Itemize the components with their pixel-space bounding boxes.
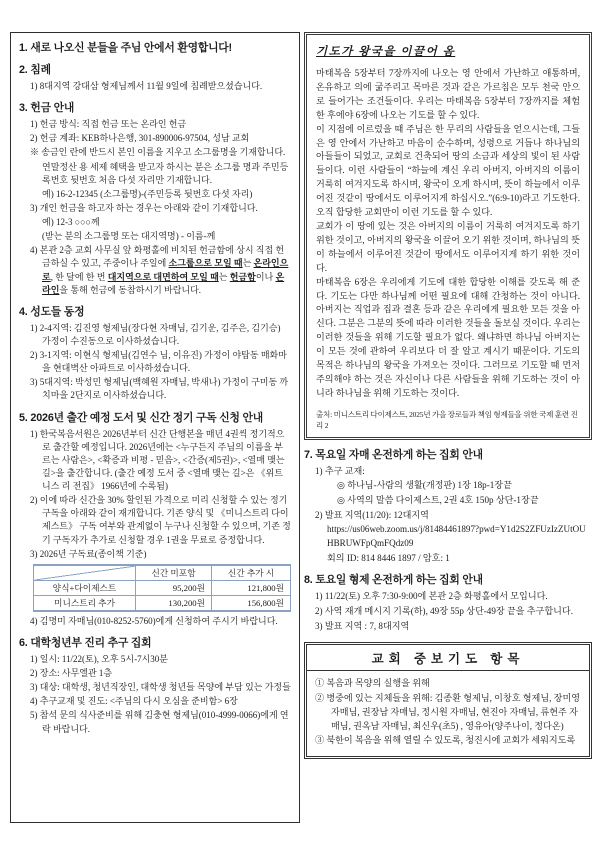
intercessory-prayer-box (304, 642, 592, 759)
price-cell: 156,800원 (212, 595, 291, 611)
article-paragraph: 마태복음 5장부터 7장까지에 나오는 영 안에서 가난하고 애통하며, 온유하고 의에 굶주리고 목마른 것과 같은 가르침은 모두 천국 안으로 들어가는 조건들이다. 우리는 마태복음 5장부터 7장까지를 체험한 후에야 6장에 나오는 기도를 할 수 있다. (316, 68, 580, 120)
list-item: 2) 3-1지역: 이현식 형제님(김연수 님, 이유진) 가정이 야탑동 매화마을 현대벽산 아파트로 이사하셨습니다. (30, 350, 287, 374)
zoom-meeting-link[interactable]: https://us06web.zoom.us/j/81484461897?pwd=Y1d2S2ZFUzIzZUtOUHBRUWFpQmFQdz09 (327, 524, 586, 548)
section-2-baptism-title: 2. 침례 (19, 64, 51, 76)
section-3-offering-title: 3. 헌금 안내 (19, 102, 75, 115)
table-row (34, 595, 291, 611)
row-label: 양식+다이제스트 (34, 580, 136, 595)
list-item: 5) 참석 문의 식사준비를 위해 김충현 형제님(010-4999-0066)에게 연락 바랍니다. (30, 710, 289, 734)
text-segment: , 한 달에 한 번 (50, 271, 108, 282)
list-item: 2) 발표 지역(11/20): 12대지역 (315, 509, 429, 520)
list-item: 2) 이에 따라 신간을 30% 할인된 가격으로 미리 신청할 수 있는 정기 구독을 아래와 같이 재개합니다. 기존 양식 및 《미니스트리 다이제스트》 구독 여부와 관계없이 누구나 신청할 수 있으며, 기존 정기 구독자가 추가로 신청할 경우 1권을 무료로 증정합니다. (30, 495, 291, 545)
list-item-material: ◎ 사역의 말씀 다이제스트, 2권 4호 150p 상단-1장끝 (337, 495, 539, 506)
text-segment: 을 통해 헌금에 동참하시기 바랍니다. (59, 284, 202, 295)
list-item: 1) 일시: 11/22(토), 오후 5시-7시30분 (30, 653, 168, 664)
list-item-material: ◎ 하나님-사람의 생활(개정판) 1장 18p-1장끝 (337, 480, 512, 491)
article-paragraph: 마태복음 6장은 우리에게 기도에 대한 합당한 이해를 갖도록 해 준다. 기도는 다만 하나님께 어떤 필요에 대해 간청하는 것이 아니다. 아버지는 직업과 집과 결혼 등과 같은 우리에게 필요한 모든 것을 아신다. 그분은 그분의 뜻에 따라 이러한 것들을 돌보실 것이다. 우리는 이러한 것들을 위해 기도할 필요가 없다. 왜냐하면 하나님 아버지는 이 모든 것에 관하여 우리보다 더 잘 알고 계시기 때문이다. 기도의 목적은 하나님의 왕국을 가져오는 것이다. 그러므로 기도할 때 먼저 주의해야 하는 것은 자신이나 다른 사람들을 위해 기도하는 것이 아니라 하나님을 위해 기도하는 것이다. (316, 276, 580, 398)
article-body (316, 67, 580, 401)
devotional-article-box (304, 32, 592, 440)
list-item: 1) 추구 교재: (315, 465, 365, 476)
table-row (34, 580, 291, 595)
list-item-example: 예) 12-3 ○○○께 (42, 217, 100, 227)
price-cell: 95,200원 (136, 580, 212, 595)
column-header: 신간 추가 시 (212, 565, 291, 581)
list-item: 3) 개인 헌금을 하고자 하는 경우는 아래와 같이 기재합니다. (30, 202, 258, 213)
section-1-welcome-title: 1. 새로 나오신 분들을 주님 안에서 환영합니다! (19, 42, 232, 54)
list-item: 2) 사역 재개 메시지 기록(하), 49장 55p 상단-49장 끝을 추구합니다. (315, 605, 573, 616)
text-segment: 4) 본관 2층 교회 사무실 앞 화평홀에 비치된 헌금함에 상시 직접 헌금하실 수 있고, 주중이나 주일에 (30, 245, 285, 269)
list-item: 3) 발표 지역 : 7, 8대지역 (315, 620, 410, 631)
list-item: 1) 2-4지역: 김진영 형제님(장다현 자매님, 김기운, 김주은, 김기승) 가정이 수진동으로 이사하셨습니다. (30, 322, 281, 346)
prayer-box-title: 교회 중보기도 항목 (307, 645, 589, 671)
list-item: 4) 김명미 자매님(010-8252-5760)에게 신청하여 주시기 바랍니다. (30, 615, 278, 626)
section-6-youth-meeting-title: 6. 대학청년부 진리 추구 집회 (19, 636, 152, 649)
list-item-example: (받는 분의 소그룹명 또는 대지역명) - 이름-께 (42, 231, 216, 242)
text-segment: 이나 (255, 271, 276, 282)
list-item: 2) 장소: 사무엘관 1층 (30, 668, 113, 678)
prayer-item: ② 병중에 있는 지체들을 위해: 김종환 형제님, 이창호 형제님, 장미영 자매님, 권장남 자매님, 정시원 자매님, 현진아 자매님, 류현주 자매님, 권옥남 자매님, 최신우(초5) , 영유아(양주나이, 정다온) (315, 692, 581, 731)
list-item: 3) 대상: 대학생, 청년직장인, 대학생 청년들 목양에 부담 있는 가정들 (30, 682, 291, 693)
diagonal-header-cell (34, 565, 136, 581)
section-7-thursday-meeting-title: 7. 목요일 자매 온전하게 하는 집회 안내 (304, 448, 483, 461)
column-header: 신간 미포함 (136, 565, 212, 581)
emphasis-online-2: 온라인 (42, 271, 285, 295)
text-segment: 는 (242, 258, 254, 269)
right-column (304, 32, 592, 759)
text-segment: 는 (218, 271, 230, 282)
list-item: 4) 추구교재 및 진도: <주님의 다시 오심을 준비함> 6장 (30, 696, 238, 707)
list-item: 1) 11/22(토) 오후 7:30-9:00에 본관 2층 화평홀에서 모입니다. (315, 591, 548, 602)
section-4-saints-news-title: 4. 성도들 동정 (19, 305, 85, 318)
emphasis-district-meeting: 대지역으로 대면하여 모일 때 (107, 271, 219, 282)
announcements-panel (10, 32, 300, 823)
emphasis-offering-box: 헌금함 (229, 271, 256, 282)
meeting-id-and-password: 회의 ID: 814 8446 1897 / 암호: 1 (327, 552, 450, 563)
list-item-offering-methods (19, 244, 291, 297)
emphasis-small-group: 소그룹으로 모일 때 (168, 258, 243, 269)
list-item: 3) 2026년 구독료(종이책 기준) (30, 548, 147, 559)
list-item-note: ※ 송금인 란에 반드시 본인 이름을 지우고 소그룹명을 기재합니다. (30, 147, 286, 158)
table-header-row (34, 565, 291, 581)
price-cell: 130,200원 (136, 595, 212, 611)
list-item-example: 예) 16-2-12345 (소그룹명)-(주민등록 뒷번호 다섯 자리) (42, 188, 253, 199)
article-source: 출처: 미니스트리 다이제스트, 2025년 가을 장로들과 책임 형제들을 위한 국제 훈련 진리 2 (316, 409, 578, 430)
list-item: 3) 5대지역: 박성민 형제님(백혜원 자매님, 박새나) 가정이 구미동 까치마을 2단지로 이사하셨습니다. (30, 377, 289, 401)
prayer-item-list (307, 671, 589, 756)
row-label: 미니스트리 추가 (34, 595, 136, 611)
section-8-saturday-meeting-title: 8. 토요일 형제 온전하게 하는 집회 안내 (304, 574, 483, 587)
emphasis-online: 온라인으로 (42, 258, 289, 282)
list-item: 2) 헌금 계좌: KEB하나은행, 301-890006-97504, 성남 교회 (30, 133, 250, 144)
list-item: 1) 8대지역 강대삼 형제님께서 11월 9일에 침례받으셨습니다. (30, 81, 263, 91)
article-title: 기도가 왕국을 이끌어 옴 (316, 46, 456, 58)
price-cell: 121,800원 (212, 580, 291, 595)
prayer-item: ③ 북한이 복음을 위해 열릴 수 있도록, 청진시에 교회가 세워지도록 (315, 735, 576, 746)
prayer-item: ① 복음과 목양의 실행을 위해 (315, 678, 430, 689)
list-item-continuation: 연말정산 용 세제 혜택을 받고자 하시는 분은 소그룹 명과 주민등록번호 뒷번호 처음 다섯 자리만 기재합니다. (42, 161, 289, 185)
subscription-price-table (33, 564, 291, 612)
article-paragraph: 교회가 이 땅에 있는 것은 아버지의 이름이 거룩히 여겨지도록 하기 위한 것이고, 아버지의 왕국을 이끌어 오기 위한 것이며, 하나님의 뜻이 하늘에서 이루어진 것같이 땅에서도 이루어지게 하기 위한 것이다. (316, 220, 580, 273)
list-item: 1) 헌금 방식: 직접 헌금 또는 온라인 헌금 (30, 119, 187, 130)
section-5-subscription-title: 5. 2026년 출간 예정 도서 및 신간 정기 구독 신청 안내 (19, 411, 263, 424)
list-item: 1) 한국복음서원은 2026년부터 신간 단행본을 매년 4권씩 정기적으로 출간할 예정입니다. 2026년에는 <누구든지 주님의 이름을 부르는 사람은>, <확증과 비평 - 믿음>, <간증(제5권)>, <열매 맺는 길>을 출간합니다. (출간 예정 도서 중 <열매 맺는 길>은 《위트니스 리 전집》 1966년에 수록됨) (30, 428, 285, 491)
article-paragraph: 이 지점에 이르렀을 때 주님은 한 무리의 사람들을 얻으시는데, 그들은 영 안에서 가난하고 마음이 순수하며, 성령으로 거듭나 하나님의 아들들이 되었고, 교회로 건축되어 땅의 소금과 세상의 빛이 된 사람들이다. 이런 사람들이 “하늘에 계신 우리 아버지, 아버지의 이름이 거룩히 여겨지도록 하시며, 왕국이 오게 하시며, 뜻이 하늘에서 이루어진 것같이 땅에서도 이루어지게 하십시오.”(6:9-10)라고 기도한다. 오직 합당한 교회만이 이런 기도를 할 수 있다. (316, 123, 580, 218)
